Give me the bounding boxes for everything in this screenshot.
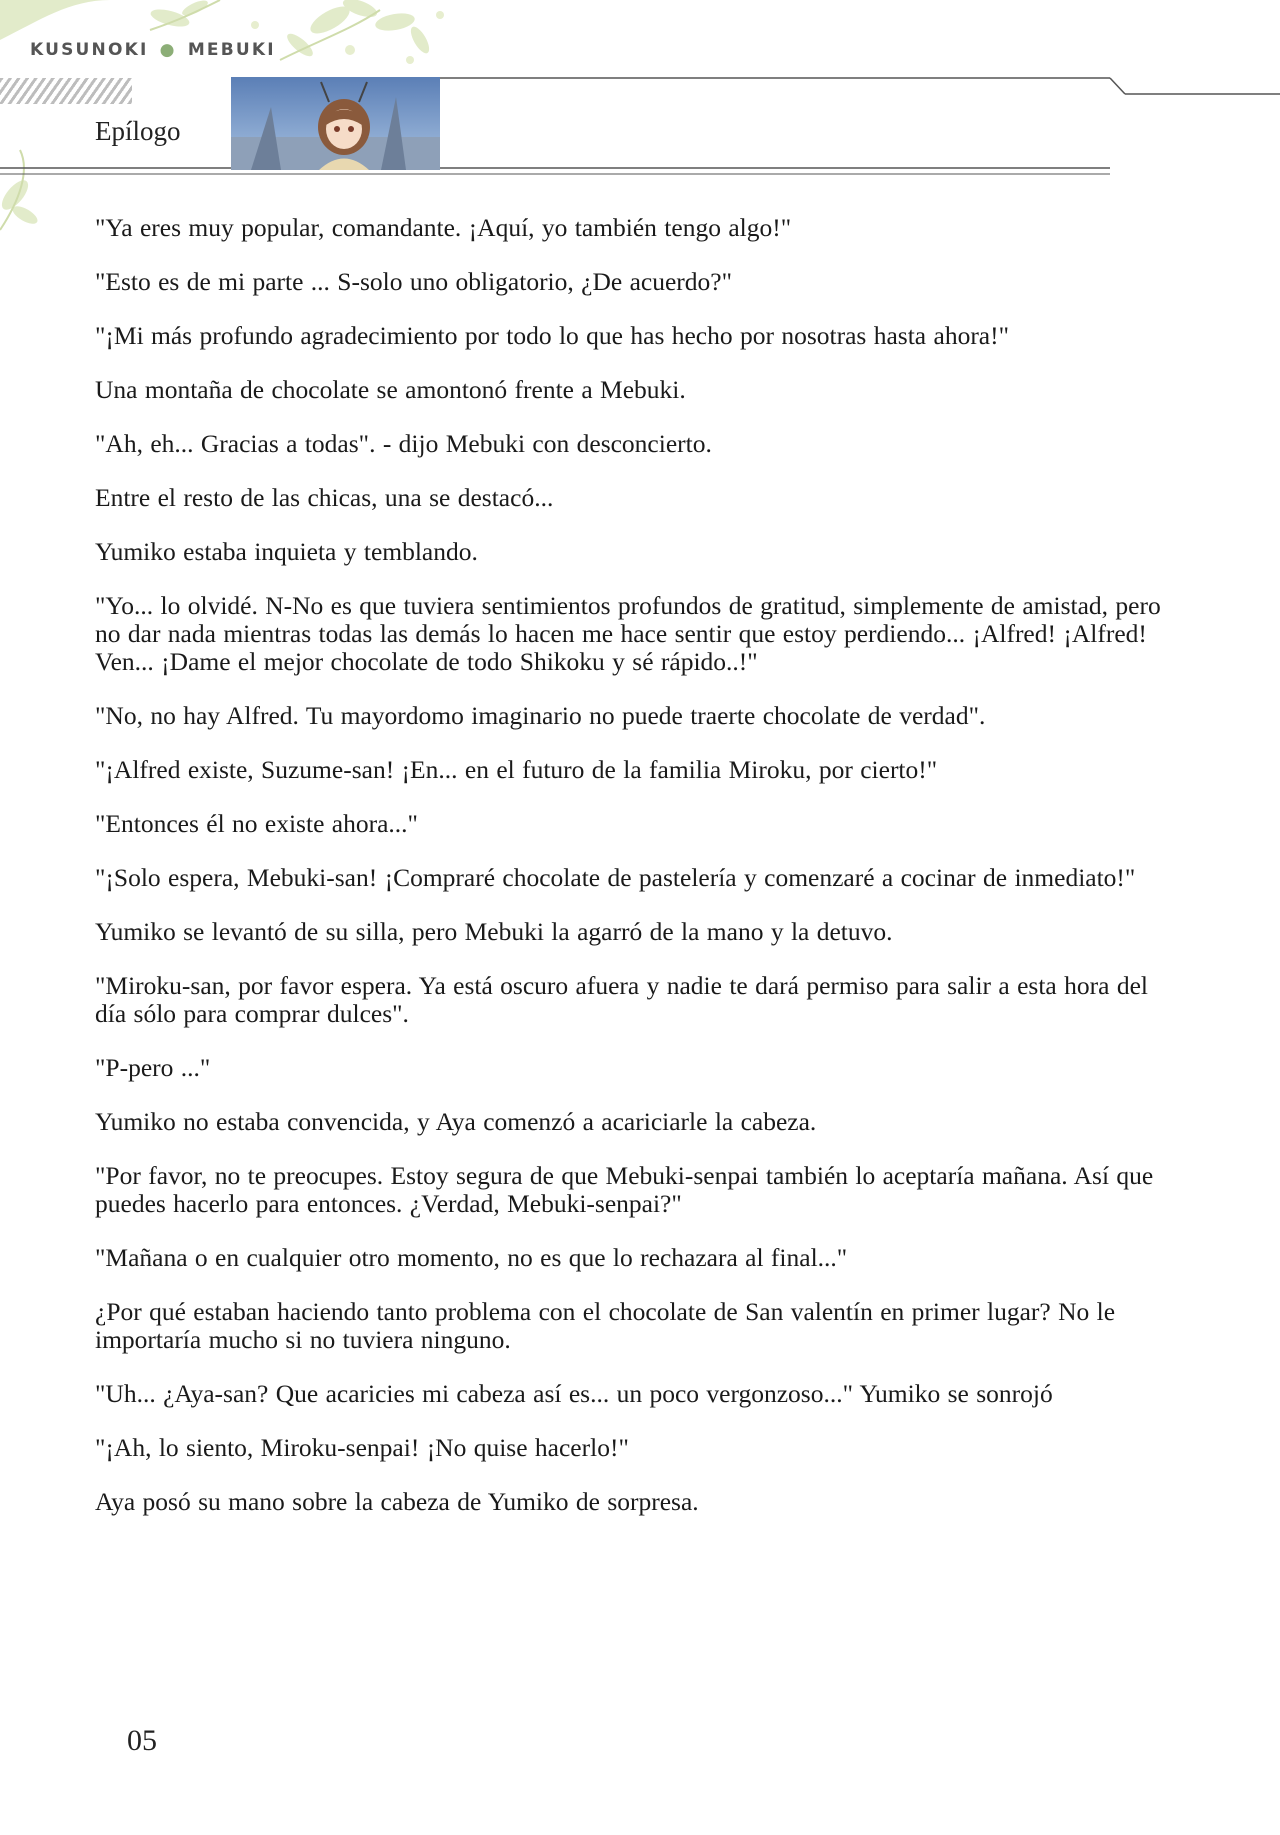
paragraph: "¡Solo espera, Mebuki-san! ¡Compraré chocolate de pastelería y comenzaré a cocinar de inmediato!"	[95, 863, 1136, 892]
paragraph: Aya posó su mano sobre la cabeza de Yumiko de sorpresa.	[95, 1487, 699, 1516]
paragraph: "Miroku-san, por favor espera. Ya está oscuro afuera y nadie te dará permiso para salir a esta hora del día sólo para comprar dulces".	[95, 971, 1148, 1028]
paragraph: "Ya eres muy popular, comandante. ¡Aquí, yo también tengo algo!"	[95, 213, 792, 242]
page-number: 05	[127, 1724, 157, 1757]
character-illustration	[231, 77, 440, 170]
paragraph: "Mañana o en cualquier otro momento, no es que lo rechazara al final..."	[95, 1243, 848, 1272]
paragraph: "P-pero ..."	[95, 1053, 211, 1082]
header-rules	[0, 70, 1280, 180]
paragraph: "Yo... lo olvidé. N-No es que tuviera sentimientos profundos de gratitud, simplemente de amistad, pero no dar nada mientras todas las demás lo hacen me hace sentir que estoy perdiendo... ¡Alfred! ¡Alfred! Ven... ¡Dame el mejor chocolate de todo Shikoku y sé rápido..!"	[95, 591, 1161, 676]
paragraph: ¿Por qué estaban haciendo tanto problema con el chocolate de San valentín en primer lugar? No le importaría mucho si no tuviera ninguno.	[95, 1297, 1116, 1354]
chapter-title: Epílogo	[95, 116, 181, 146]
series-separator: ●	[159, 40, 177, 60]
paragraph: Yumiko estaba inquieta y temblando.	[95, 537, 478, 566]
paragraph: Entre el resto de las chicas, una se destacó...	[95, 483, 554, 512]
series-title	[30, 40, 276, 60]
paragraph: "Esto es de mi parte ... S-solo uno obligatorio, ¿De acuerdo?"	[95, 267, 732, 296]
series-title-right: MEBUKI	[187, 40, 276, 60]
paragraph: "Uh... ¿Aya-san? Que acaricies mi cabeza así es... un poco vergonzoso..." Yumiko se sonrojó	[95, 1379, 1053, 1408]
paragraph: "No, no hay Alfred. Tu mayordomo imaginario no puede traerte chocolate de verdad".	[95, 701, 986, 730]
paragraph: "¡Alfred existe, Suzume-san! ¡En... en el futuro de la familia Miroku, por cierto!"	[95, 755, 938, 784]
paragraph: "¡Mi más profundo agradecimiento por todo lo que has hecho por nosotras hasta ahora!"	[95, 321, 1010, 350]
paragraph: "Por favor, no te preocupes. Estoy segura de que Mebuki-senpai también lo aceptaría mañana. Así que puedes hacerlo para entonces. ¿Verdad, Mebuki-senpai?"	[95, 1161, 1154, 1218]
paragraph: "Ah, eh... Gracias a todas". - dijo Mebuki con desconcierto.	[95, 429, 712, 458]
paragraph: "Entonces él no existe ahora..."	[95, 809, 418, 838]
paragraph: "¡Ah, lo siento, Miroku-senpai! ¡No quise hacerlo!"	[95, 1433, 629, 1462]
story-text	[95, 214, 1175, 1542]
series-title-left: KUSUNOKI	[30, 40, 149, 60]
paragraph: Yumiko se levantó de su silla, pero Mebuki la agarró de la mano y la detuvo.	[95, 917, 893, 946]
paragraph: Una montaña de chocolate se amontonó frente a Mebuki.	[95, 375, 686, 404]
hatch-decoration	[0, 78, 132, 104]
paragraph: Yumiko no estaba convencida, y Aya comenzó a acariciarle la cabeza.	[95, 1107, 817, 1136]
